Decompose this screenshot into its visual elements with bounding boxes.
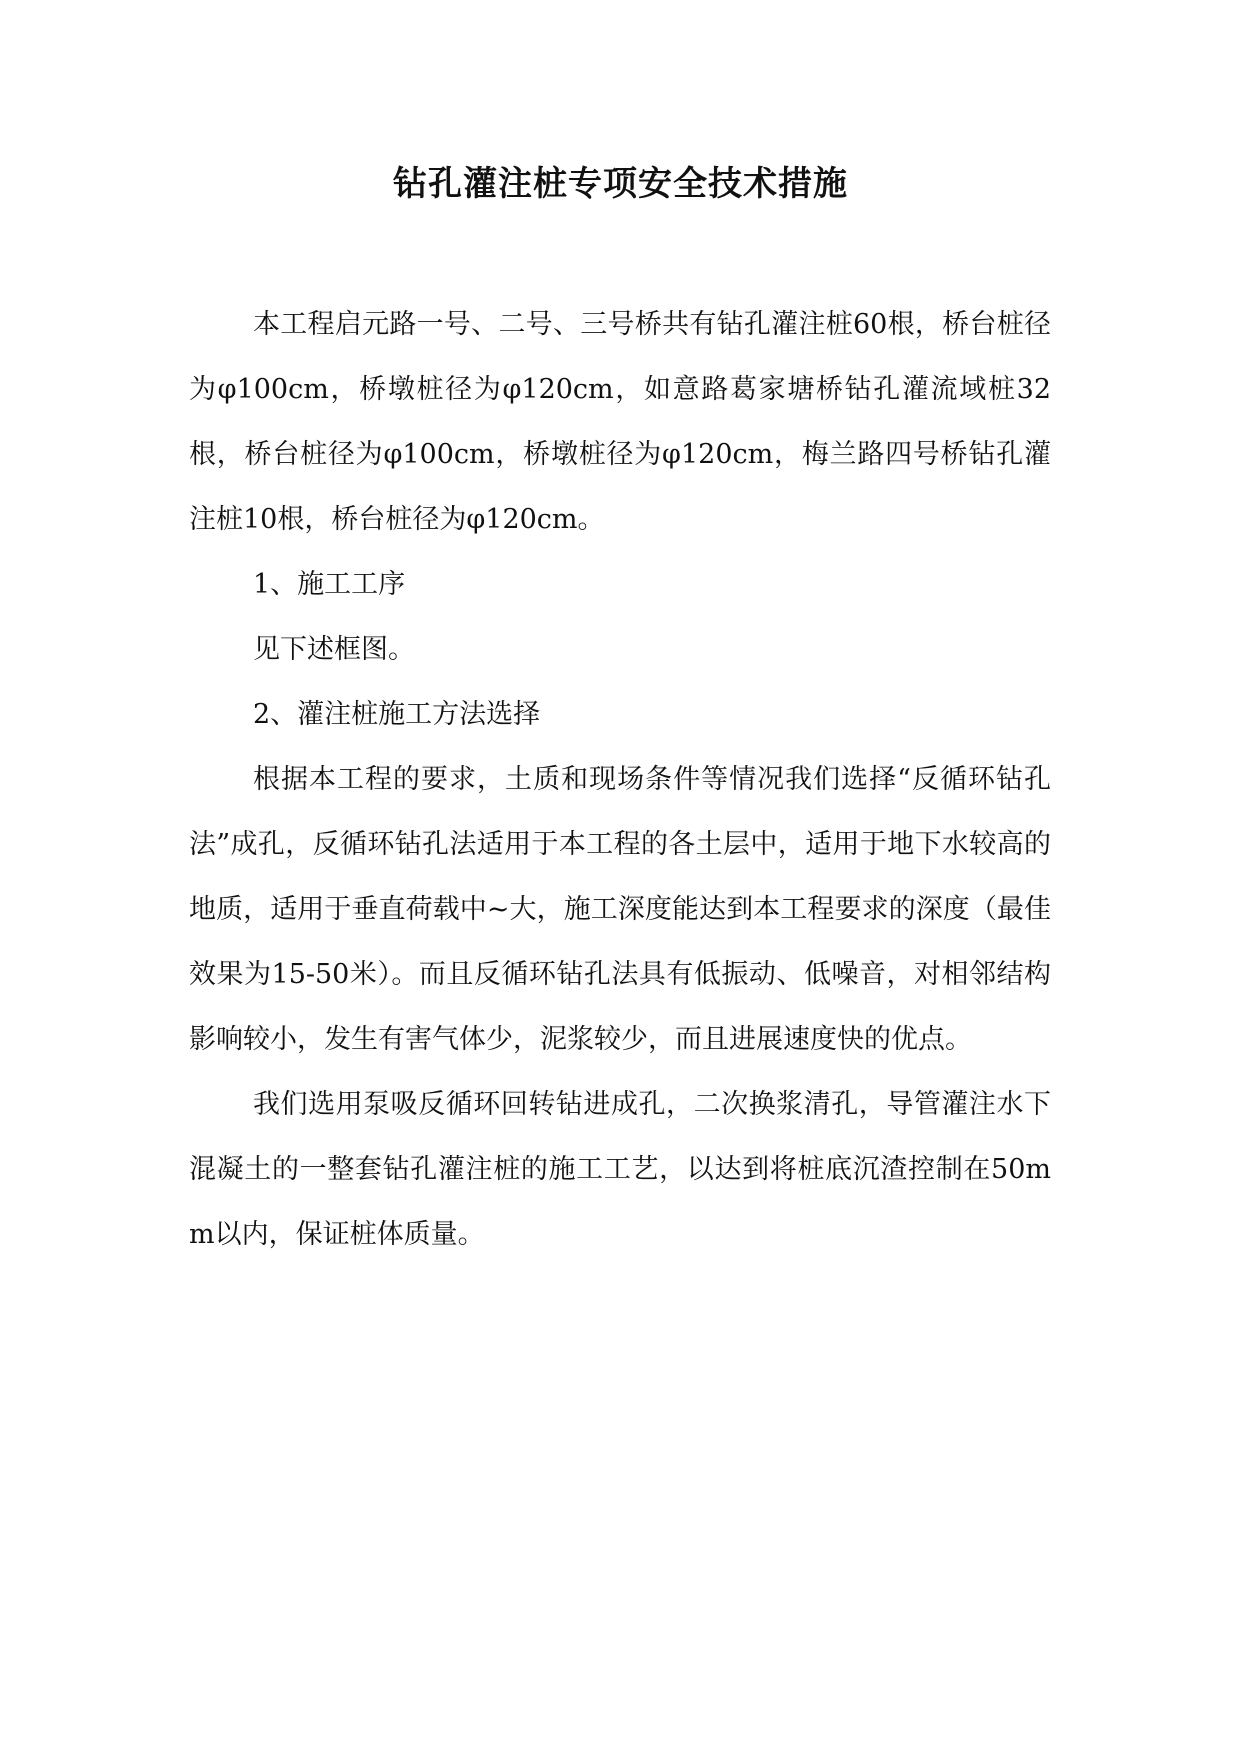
- section-heading-method-selection: 2、灌注桩施工方法选择: [253, 699, 541, 730]
- section-heading-construction-process: 1、施工工序: [253, 569, 406, 600]
- document-body: [189, 292, 1051, 1267]
- document-title: 钻孔灌注桩专项安全技术措施: [393, 164, 848, 204]
- method-selection-paragraph: 根据本工程的要求，土质和现场条件等情况我们选择“反循环钻孔法”成孔，反循环钻孔法适用于本工程的各土层中，适用于地下水较高的地质，适用于垂直荷载中~大，施工深度能达到本工程要求的深度（最佳效果为15-50米）。而且反循环钻孔法具有低振动、低噪音，对相邻结构影响较小，发生有害气体少，泥浆较少，而且进展速度快的优点。: [189, 764, 1051, 1055]
- see-diagram-paragraph: 见下述框图。: [253, 634, 415, 665]
- construction-technology-paragraph: 我们选用泵吸反循环回转钻进成孔，二次换浆清孔，导管灌注水下混凝土的一整套钻孔灌注桩的施工工艺，以达到将桩底沉渣控制在50mm以内，保证桩体质量。: [189, 1089, 1051, 1250]
- intro-paragraph: 本工程启元路一号、二号、三号桥共有钻孔灌注桩60根，桥台桩径为φ100cm，桥墩桩径为φ120cm，如意路葛家塘桥钻孔灌流域桩32根，桥台桩径为φ100cm，桥墩桩径为φ120cm，梅兰路四号桥钻孔灌注桩10根，桥台桩径为φ120cm。: [189, 309, 1051, 535]
